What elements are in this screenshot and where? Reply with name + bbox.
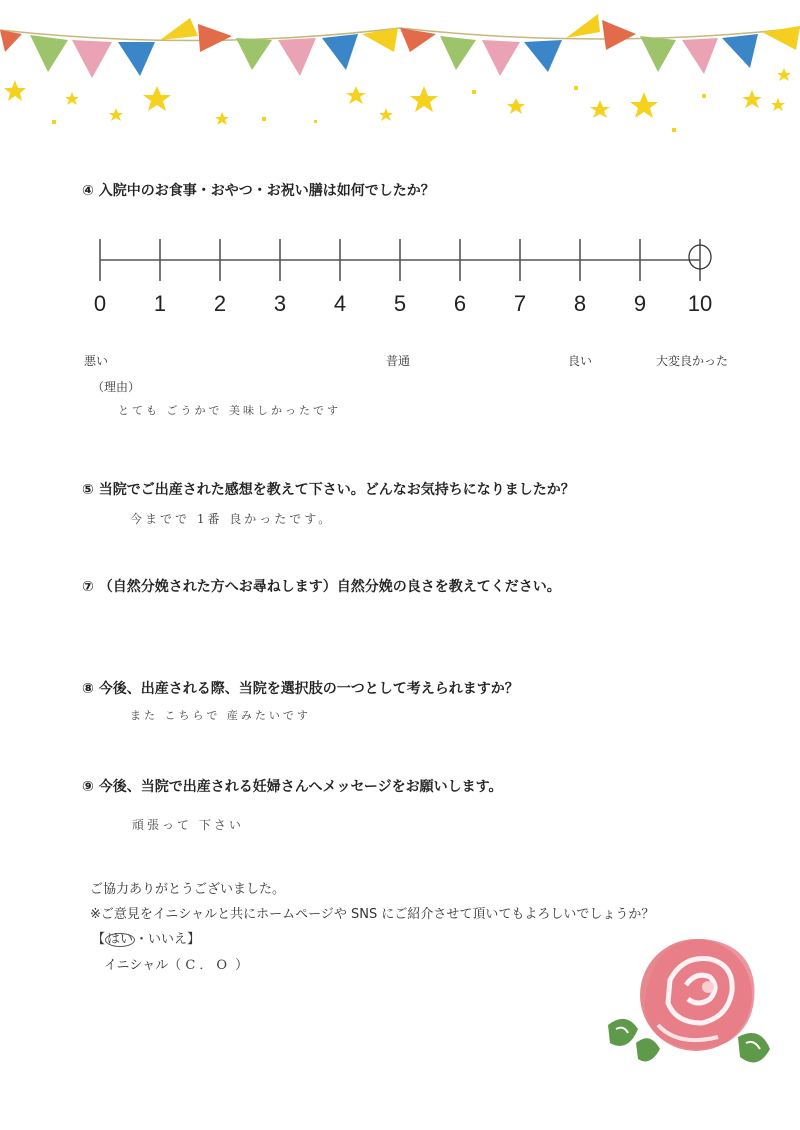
rating-scale [85, 225, 725, 325]
consent-question: ※ご意見をイニシャルと共にホームページや SNS にご紹介させて頂いてもよろしいでしょうか？ [90, 907, 655, 922]
scale-number: 9 [633, 291, 647, 316]
scale-number: 5 [393, 291, 407, 316]
initials-label: イニシャル（ [104, 958, 182, 973]
bracket-close: 】 [187, 932, 201, 947]
question-9: ⑨ 今後、当院で出産される妊婦さんへメッセージをお願いします。 [82, 779, 503, 795]
initials-value: C．O [185, 958, 231, 973]
rose-illustration [598, 925, 776, 1085]
question-4: ④ 入院中のお食事・おやつ・お祝い膳は如何でしたか？ [82, 183, 435, 199]
scale-number: 7 [513, 291, 527, 316]
answer-9: 頑張って 下さい [132, 818, 244, 832]
thanks-text: ご協力ありがとうございました。 [90, 882, 286, 897]
option-yes-selected[interactable]: はい [107, 932, 134, 947]
answer-8: また こちらで 産みたいです [130, 709, 311, 722]
label-good: 良い [568, 354, 593, 368]
initials-close: ） [235, 958, 249, 973]
scale-number: 6 [453, 291, 467, 316]
label-normal: 普通 [386, 354, 411, 368]
initials-line [104, 954, 248, 973]
scale-number: 0 [93, 291, 107, 316]
label-bad: 悪い [84, 354, 109, 368]
question-8: ⑧ 今後、出産される際、当院を選択肢の一つとして考えられますか？ [82, 681, 519, 697]
scale-number: 10 [687, 291, 713, 316]
scale-number: 1 [153, 291, 167, 316]
question-7: ⑦ （自然分娩された方へお尋ねします）自然分娩の良さを教えてください。 [82, 579, 561, 595]
option-separator: ・ [135, 932, 149, 947]
scale-number: 2 [213, 291, 227, 316]
reason-label: （理由） [92, 380, 141, 394]
reason-answer: とても ごうかで 美味しかったです [118, 404, 341, 417]
label-very-good: 大変良かった [656, 354, 729, 368]
pennant-flags [0, 14, 800, 78]
question-5: ⑤ 当院でご出産された感想を教えて下さい。どんなお気持ちになりましたか？ [82, 482, 575, 498]
option-no[interactable]: いいえ [148, 932, 188, 947]
scale-number: 8 [573, 291, 587, 316]
bracket-open: 【 [92, 932, 106, 947]
answer-5: 今までで 1番 良かったです。 [130, 512, 334, 526]
scale-number: 4 [333, 291, 347, 316]
bunting-decoration [0, 0, 800, 150]
star-decorations [4, 68, 791, 132]
scale-number: 3 [273, 291, 287, 316]
consent-options [92, 928, 200, 947]
